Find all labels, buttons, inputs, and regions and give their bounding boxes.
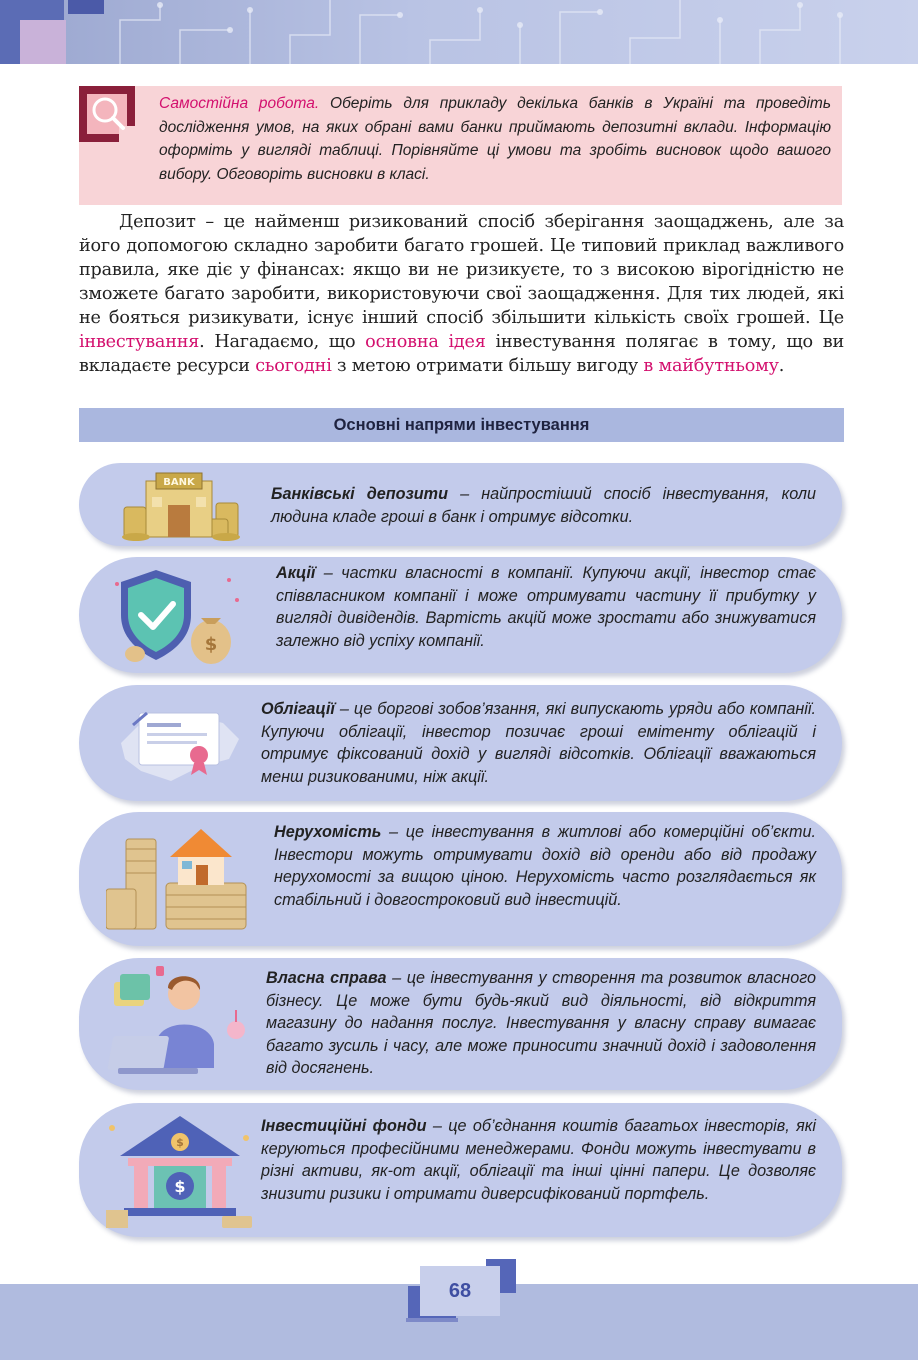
page-number-decor bbox=[406, 1318, 458, 1322]
card-real-estate bbox=[79, 812, 842, 946]
highlight-term: сьогодні bbox=[255, 356, 332, 376]
card-text bbox=[274, 821, 816, 911]
card-term: Акції bbox=[276, 564, 316, 582]
bank-sign-text: BANK bbox=[163, 476, 195, 488]
currency-sign: $ bbox=[174, 1177, 186, 1196]
highlight-term: в майбутньому bbox=[643, 356, 779, 376]
paragraph-text: Депозит – це найменш ризикований спосіб зберігання заощаджень, але за його допомогою складно заробити багато грошей. Це типовий приклад важливого правила, яке діє у фінансах: якщо ви не ризикуєте, то з високою вірогідністю не зможете багато заробити, використовуючи свої заощадження. Для тих людей, які не бояться ризикувати, існує інший спосіб збільшити кількість своїх грошей. Це bbox=[79, 212, 844, 328]
card-own-business bbox=[79, 958, 842, 1090]
card-investment-funds bbox=[79, 1103, 842, 1237]
circuit-pattern bbox=[0, 0, 918, 64]
shield-check-icon bbox=[101, 557, 261, 673]
card-description: – це боргові зобов’язання, які випускають уряди або компанії. Купуючи облігації, інвестор позичає гроші емітенту облігацій і отримує фіксований дохід у вигляді відсотків. Облігації вважаються менш ризикованими, ніж акції. bbox=[261, 700, 816, 786]
section-title: Основні напрями інвестування bbox=[79, 408, 844, 442]
card-bank-deposits bbox=[79, 463, 842, 546]
card-description: – це інвестування в житлові або комерційні об’єкти. Інвестори можуть отримувати дохід від оренди або від продажу нерухомості за вищою ціною. Нерухомість часто розглядається як стабільний і довгостроковий вид інвестицій. bbox=[274, 823, 816, 909]
card-term: Інвестиційні фонди bbox=[261, 1117, 427, 1135]
self-study-task-box bbox=[79, 86, 842, 205]
currency-sign: $ bbox=[176, 1136, 184, 1149]
card-term: Облігації bbox=[261, 700, 335, 718]
card-term: Банківські депозити bbox=[271, 485, 448, 503]
currency-sign: $ bbox=[204, 634, 218, 655]
task-text bbox=[159, 92, 831, 186]
card-shares bbox=[79, 557, 842, 673]
paragraph-text: . Нагадаємо, що bbox=[199, 332, 366, 352]
task-body: Оберіть для прикладу декілька банків в Україні та проведіть дослідження умов, на яких обрані вами банки приймають депозитні вклади. Інформацію оформіть у вигляді таблиці. Порівняйте ці умови та зробіть висновок щодо вашого вибору. Обговоріть висновки в класі. bbox=[159, 95, 831, 183]
certificate-map-icon bbox=[101, 685, 261, 801]
page-number: 68 bbox=[420, 1266, 500, 1316]
page-header-band bbox=[0, 0, 918, 64]
paragraph-text: інвестування полягає в тому, що ви вкладаєте ресурси bbox=[79, 332, 844, 376]
deposit-paragraph bbox=[79, 210, 844, 378]
card-description: – частки власності в компанії. Купуючи акції, інвестор стає співвласником компанії і може отримувати частину її прибутку у вигляді дивідендів. Вартість акцій може зростати або знижуватися залежно від успіху компанії. bbox=[276, 564, 816, 650]
card-term: Власна справа bbox=[266, 969, 387, 987]
card-description: – це інвестування у створення та розвиток власного бізнесу. Це може бути будь-який вид діяльності, від відкриття магазину до надання послуг. Інвестування у власну справу вимагає багато зусиль і часу, але може приносити значний дохід і задоволення від досягнень. bbox=[266, 969, 816, 1077]
fund-building-icon bbox=[101, 1103, 261, 1237]
card-bonds bbox=[79, 685, 842, 801]
card-text bbox=[261, 1115, 816, 1205]
highlight-term: основна ідея bbox=[365, 332, 486, 352]
card-text bbox=[266, 967, 816, 1080]
house-coins-icon bbox=[101, 812, 261, 946]
card-text bbox=[261, 698, 816, 788]
card-term: Нерухомість bbox=[274, 823, 382, 841]
paragraph-text: з метою отримати більшу вигоду bbox=[331, 356, 644, 376]
highlight-term: інвестування bbox=[79, 332, 200, 352]
person-laptop-icon bbox=[101, 958, 261, 1090]
bank-coins-icon bbox=[101, 463, 261, 546]
paragraph-text: . bbox=[778, 356, 785, 376]
magnifier-icon bbox=[79, 86, 135, 142]
card-text bbox=[276, 562, 816, 652]
card-text bbox=[271, 483, 816, 528]
card-description: – найпростіший спосіб інвестування, коли людина кладе гроші в банк і отримує відсотки. bbox=[271, 485, 816, 526]
task-lead: Самостійна робота. bbox=[159, 95, 320, 112]
card-description: – це об’єднання коштів багатьох інвесторів, які керуються професійними менеджерами. Фонди можуть інвестувати в різні активи, як-от акції, облігації та інші цінні папери. Це дозволяє знизити ризики і отримати диверсифікований портфель. bbox=[261, 1117, 816, 1203]
